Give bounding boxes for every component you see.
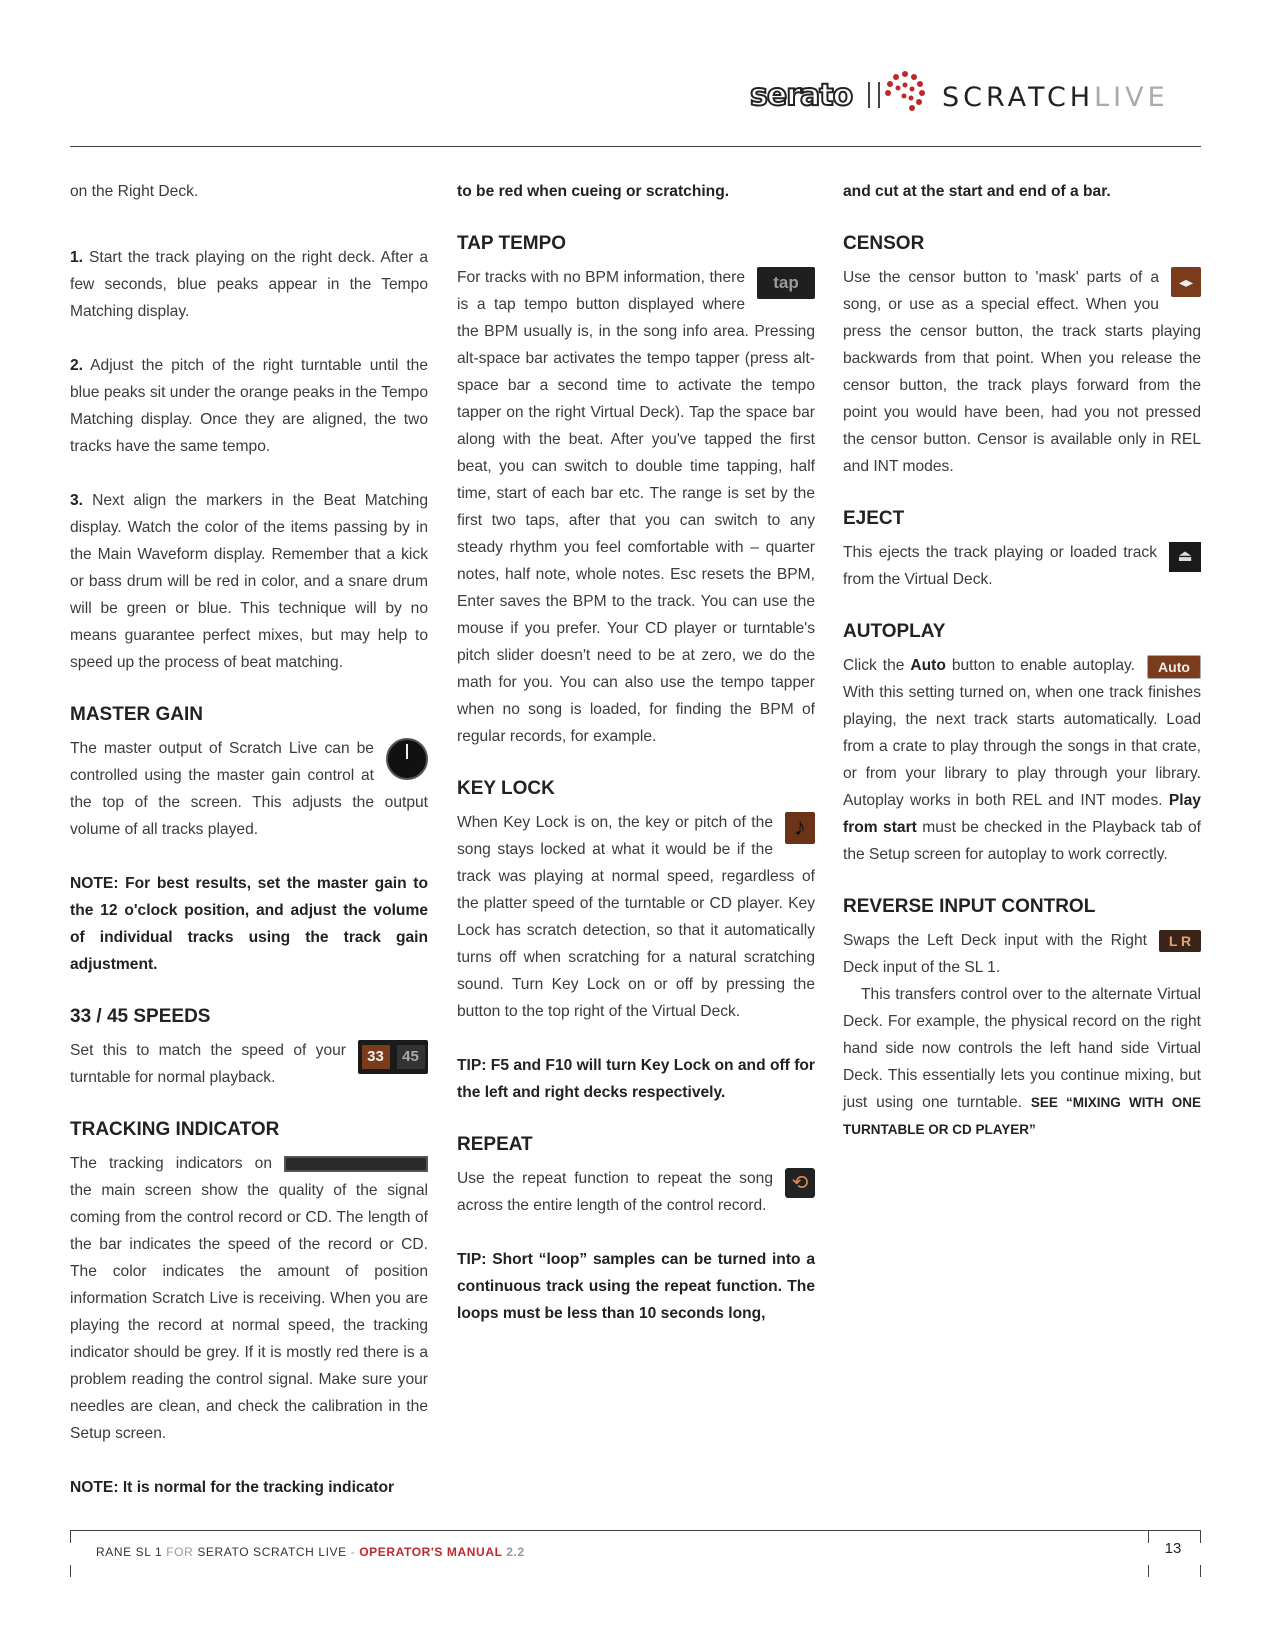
master-gain-knob-icon: [386, 738, 428, 780]
repeat-tip-cont: and cut at the start and end of a bar.: [843, 183, 1111, 200]
censor-heading: CENSOR: [843, 233, 925, 254]
scratch-live-wordmark: SCRATCHLIVE: [942, 82, 1169, 113]
page-number: 13: [1164, 1540, 1182, 1557]
master-gain-heading: MASTER GAIN: [70, 704, 203, 725]
page-header: [70, 60, 1200, 150]
tracking-heading: TRACKING INDICATOR: [70, 1119, 280, 1140]
eject-heading: EJECT: [843, 508, 905, 529]
speeds-heading: 33 / 45 SPEEDS: [70, 1006, 211, 1027]
tap-tempo-heading: TAP TEMPO: [457, 233, 567, 254]
tap-button-icon: tap: [757, 267, 815, 299]
speed-33-label: 33: [362, 1045, 390, 1069]
tracking-text: The tracking indicators on the main screen show the quality of the signal coming from the control record or CD. The length of the bar indicates the speed of the record or CD. The color indicates the amount of position information Scratch Live is receiving. When you are playing the record at normal speed, the tracking indicator should be grey. If it is mostly red there is a problem reading the control signal. Make sure your needles are clean, and check the calibration in the Setup screen.: [70, 1155, 428, 1442]
censor-arrows-icon: ◂▸: [1171, 267, 1201, 297]
eject-text: ⏏ This ejects the track playing or loaded track from the Virtual Deck.: [843, 539, 1201, 593]
tracking-note: NOTE: It is normal for the tracking indicator: [70, 1479, 395, 1496]
repeat-text: ⟲ Use the repeat function to repeat the song across the entire length of the control record.: [457, 1165, 815, 1219]
step-3: 3. Next align the markers in the Beat Matching display. Watch the color of the items passing by in the Main Waveform display. Remember that a kick or bass drum will be red in color, and a snare drum will be green or blue. This technique will by no means guarantee perfect mixes, but may help to speed up the process of beat matching.: [70, 492, 428, 671]
speed-33-45-icon: [358, 1040, 428, 1074]
serato-logo: serato: [750, 78, 853, 113]
intro-text: on the Right Deck.: [70, 183, 199, 200]
tracking-indicator-icon: [284, 1156, 428, 1172]
master-gain-text: The master output of Scratch Live can be controlled using the master gain control at the top of the screen. This adjusts the output volume of all tracks played.: [70, 740, 428, 838]
tap-tempo-text: tap For tracks with no BPM information, there is a tap tempo button displayed where the BPM usually is, in the song info area. Pressing alt-space bar activates the tempo tapper (press alt-space bar a second time to activate the tempo tapper on the right Virtual Deck). Tap the space bar along with the beat. After you've tapped the first beat, you can switch to double time tapping, half time, start of each bar etc. The range is set by the first two taps, after that you can switch to any steady rhythm you feel comfortable with – quarter notes, half note, whole notes. Esc resets the BPM, Enter saves the BPM to the track. You can use the mouse if you prefer. Your CD player or turntable's pitch slider doesn't need to be at zero, we do the math for you. You can also use the tempo tapper when no song is loaded, for finding the BPM of regular records, for example.: [457, 269, 815, 745]
column-3: [843, 178, 1201, 1170]
key-lock-tip: TIP: F5 and F10 will turn Key Lock on and off for the left and right decks respectively.: [457, 1057, 815, 1101]
music-note-icon: ♪: [785, 812, 815, 844]
eject-icon: ⏏: [1169, 542, 1201, 572]
footer-text: RANE SL 1 FOR SERATO SCRATCH LIVE - OPERATOR'S MANUAL 2.2: [96, 1545, 525, 1559]
autoplay-text: Auto Click the Auto button to enable autoplay. With this setting turned on, when one track finishes playing, the next track starts automatically. Load from a crate to play through the songs in that crate, or from your library to play through your library. Autoplay works in both REL and INT modes. Play from start must be checked in the Playback tab of the Setup screen for autoplay to work correctly.: [843, 657, 1201, 863]
scratch-live-logo-icon: [882, 68, 928, 114]
repeat-tip: TIP: Short “loop” samples can be turned into a continuous track using the repeat function. The loops must be less than 10 seconds long,: [457, 1251, 815, 1322]
reverse-input-text: L R Swaps the Left Deck input with the Right Deck input of the SL 1.: [843, 927, 1201, 981]
speeds-text: 33 45 Set this to match the speed of your turntable for normal playback.: [70, 1037, 428, 1091]
repeat-heading: REPEAT: [457, 1134, 533, 1155]
reverse-input-text-2: This transfers control over to the alternate Virtual Deck. For example, the physical record on the right hand side now controls the left hand side Virtual Deck. This essentially lets you continue mixing, but just using one turntable. SEE “MIXING WITH ONE TURNTABLE OR CD PLAYER”: [843, 986, 1201, 1137]
master-gain-note: NOTE: For best results, set the master gain to the 12 o'clock position, and adjust the volume of individual tracks using the track gain adjustment.: [70, 875, 428, 973]
header-rule: [70, 146, 1201, 147]
column-1: [70, 178, 428, 1528]
censor-text: ◂▸ Use the censor button to 'mask' parts of a song, or use as a special effect. When you press the censor button, the track starts playing backwards from that point. When you release the censor button, the track plays forward from the point you would have been, had you not pressed the censor button. Censor is available only in REL and INT modes.: [843, 269, 1201, 475]
key-lock-text: ♪ When Key Lock is on, the key or pitch of the song stays locked at what it would be if the track was playing at normal speed, regardless of the platter speed of the turntable or CD player. Key Lock has scratch detection, so that it automatically turns off when scratching for a natural scratching sound. Turn Key Lock on or off by pressing the button to the top right of the Virtual Deck.: [457, 814, 815, 1020]
repeat-icon: ⟲: [785, 1168, 815, 1198]
speed-45-label: 45: [397, 1045, 425, 1069]
autoplay-heading: AUTOPLAY: [843, 621, 946, 642]
reverse-input-heading: REVERSE INPUT CONTROL: [843, 896, 1096, 917]
tracking-note-cont: to be red when cueing or scratching.: [457, 183, 730, 200]
auto-button-icon: Auto: [1147, 655, 1201, 679]
key-lock-heading: KEY LOCK: [457, 778, 555, 799]
logo-separator: [868, 82, 880, 108]
lr-swap-icon: L R: [1159, 930, 1201, 952]
step-1: 1. Start the track playing on the right deck. After a few seconds, blue peaks appear in the Tempo Matching display.: [70, 249, 428, 320]
step-2: 2. Adjust the pitch of the right turntable until the blue peaks sit under the orange peaks in the Tempo Matching display. Once they are aligned, the two tracks have the same tempo.: [70, 357, 428, 455]
column-2: [457, 178, 815, 1354]
